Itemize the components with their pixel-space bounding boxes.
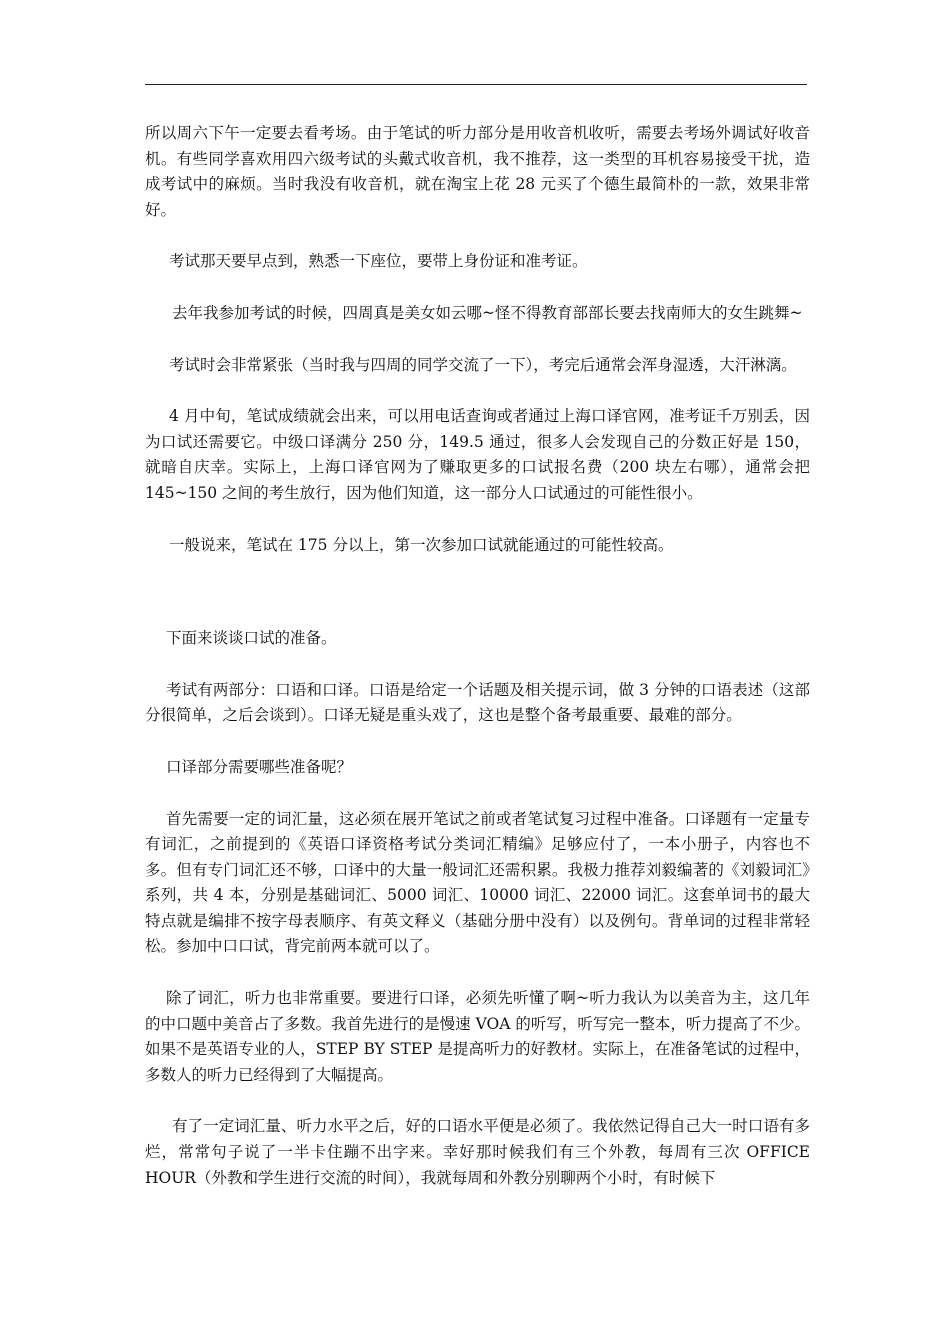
paragraph: 考试有两部分：口语和口译。口语是给定一个话题及相关提示词，做 3 分钟的口语表述（这部分很简单，之后会谈到）。口译无疑是重头戏了，这也是整个备考最重要、最难的部分。 bbox=[145, 680, 810, 725]
document-body bbox=[145, 121, 810, 1191]
paragraph: 除了词汇，听力也非常重要。要进行口译，必须先听懂了啊~听力我认为以美音为主，这几年的中口题中美音占了多数。我首先进行的是慢速 VOA 的听写，听写完一整本，听力提高了不少。如果不是英语专业的人，STEP BY STEP 是提高听力的好教材。实际上，在准备笔试的过程中，多数人的听力已经得到了大幅提高。 bbox=[145, 989, 810, 1084]
paragraph: 一般说来，笔试在 175 分以上，第一次参加口试就能通过的可能性较高。 bbox=[169, 535, 674, 554]
paragraph: 所以周六下午一定要去看考场。由于笔试的听力部分是用收音机收听，需要去考场外调试好收音机。有些同学喜欢用四六级考试的头戴式收音机，我不推荐，这一类型的耳机容易接受干扰，造成考试中的麻烦。当时我没有收音机，就在淘宝上花 28 元买了个德生最简朴的一款，效果非常好。 bbox=[145, 124, 810, 219]
paragraph: 考试那天要早点到，熟悉一下座位，要带上身份证和准考证。 bbox=[169, 252, 588, 271]
paragraph: 考试时会非常紧张（当时我与四周的同学交流了一下），考完后通常会浑身湿透，大汗淋漓。 bbox=[169, 355, 797, 374]
paragraph: 有了一定词汇量、听力水平之后，好的口语水平便是必须了。我依然记得自己大一时口语有多烂，常常句子说了一半卡住蹦不出字来。幸好那时候我们有三个外教，每周有三次 OFFICE HOUR（外教和学生进行交流的时间），我就每周和外教分别聊两个小时，有时候下 bbox=[145, 1117, 810, 1187]
paragraph: 4 月中旬，笔试成绩就会出来，可以用电话查询或者通过上海口译官网，准考证千万别丢，因为口试还需要它。中级口译满分 250 分，149.5 通过，很多人会发现自己的分数正好是 150，就暗自庆幸。实际上，上海口译官网为了赚取更多的口试报名费（200 块左右哪），通常会把 145~150 之间的考生放行，因为他们知道，这一部分人口试通过的可能性很小。 bbox=[145, 407, 810, 502]
header-rule bbox=[145, 84, 807, 85]
paragraph: 口译部分需要哪些准备呢？ bbox=[166, 757, 353, 776]
paragraph: 首先需要一定的词汇量，这必须在展开笔试之前或者笔试复习过程中准备。口译题有一定量专有词汇，之前提到的《英语口译资格考试分类词汇精编》足够应付了，一本小册子，内容也不多。但有专门词汇还不够，口译中的大量一般词汇还需积累。我极力推荐刘毅编著的《刘毅词汇》系列，共 4 本，分别是基础词汇、5000 词汇、10000 词汇、22000 词汇。这套单词书的最大特点就是编排不按字母表顺序、有英文释义（基础分册中没有）以及例句。背单词的过程非常轻松。参加中口口试，背完前两本就可以了。 bbox=[145, 809, 810, 956]
paragraph: 下面来谈谈口试的准备。 bbox=[166, 629, 337, 648]
paragraph: 去年我参加考试的时候，四周真是美女如云哪~怪不得教育部部长要去找南师大的女生跳舞~ bbox=[172, 303, 803, 322]
